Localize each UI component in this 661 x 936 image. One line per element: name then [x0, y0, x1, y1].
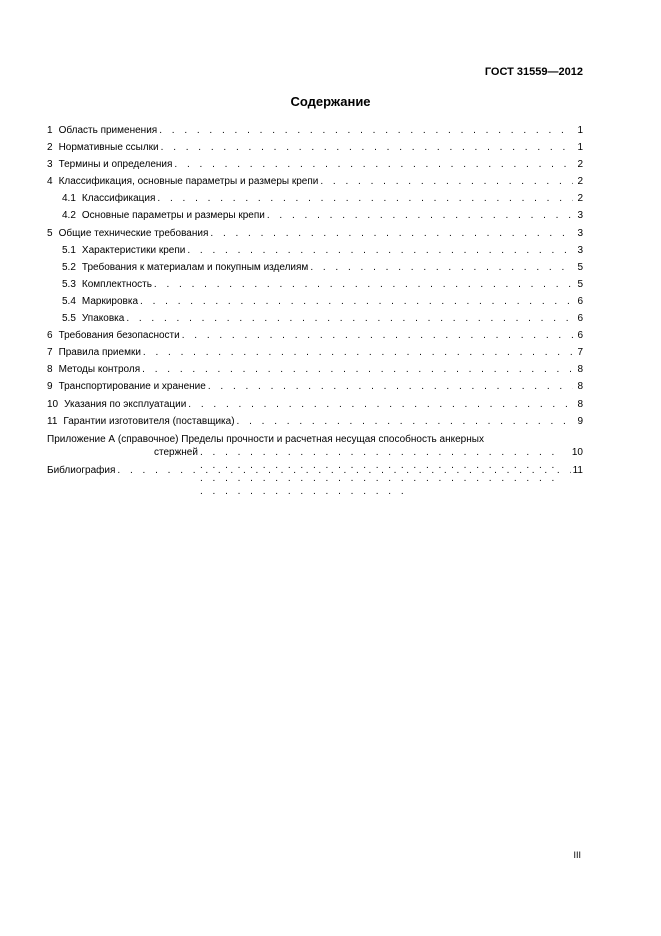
dot-leader — [117, 464, 570, 478]
toc-entry[interactable] — [47, 124, 583, 141]
toc-entry-page: 3 — [577, 210, 583, 222]
toc-entry-page: 3 — [577, 244, 583, 256]
toc-entry[interactable] — [47, 227, 583, 244]
page-title: Содержание — [290, 94, 371, 109]
toc-entry-label: Упаковка — [81, 313, 125, 325]
toc-entry[interactable] — [47, 380, 583, 397]
toc-entry-page: 2 — [577, 176, 583, 188]
toc-entry-number: 4 — [47, 176, 53, 188]
toc-entry-page: 7 — [577, 347, 583, 359]
toc-entry-label: Термины и определения — [58, 159, 173, 171]
toc-entry-label: Методы контроля — [58, 364, 141, 376]
toc-entry-label: Область применения — [58, 125, 158, 136]
toc-entry[interactable] — [47, 363, 583, 380]
toc-entry-page: 5 — [577, 278, 583, 290]
toc-entry-number: 7 — [47, 347, 53, 359]
toc-entry[interactable] — [47, 295, 583, 312]
toc-entry-label: Транспортирование и хранение — [58, 381, 206, 393]
toc-entry-page: 9 — [577, 415, 583, 427]
toc-entry-page: 2 — [577, 193, 583, 205]
toc-entry-label: Правила приемки — [58, 347, 141, 359]
toc-entry[interactable] — [47, 209, 583, 226]
toc-entry-label: Указания по эксплуатации — [64, 398, 187, 410]
toc-entry-label: Основные параметры и размеры крепи — [81, 210, 265, 222]
toc-entry-number: 10 — [47, 398, 59, 410]
dot-leader — [161, 141, 573, 155]
toc-entry-number: 5.1 — [62, 244, 76, 256]
dot-leader — [126, 312, 573, 326]
toc-entry-page: 8 — [577, 398, 583, 410]
dot-leader — [143, 346, 573, 360]
toc-entry-label: Требования безопасности — [58, 330, 180, 342]
toc-entry-number: 11 — [47, 415, 58, 427]
toc-entry-page: 6 — [577, 313, 583, 325]
toc-entry-label: Классификация — [81, 193, 156, 205]
dot-leader — [188, 398, 573, 412]
toc-entry-label: Маркировка — [81, 295, 139, 307]
dot-leader — [320, 175, 573, 189]
toc-entry[interactable] — [47, 175, 583, 192]
toc-entry-number: 9 — [47, 381, 53, 393]
toc-entry-number: 5.3 — [62, 278, 76, 290]
toc-entry-page: 5 — [577, 261, 583, 273]
dot-leader — [267, 209, 573, 223]
appendix-title-line2: стержней — [154, 446, 198, 458]
toc-entry-page: 10 — [571, 446, 583, 458]
dot-leader — [140, 295, 573, 309]
toc-entry[interactable] — [47, 346, 583, 363]
toc-entry-page: 1 — [577, 142, 583, 154]
toc-entry-number: 5 — [47, 227, 53, 239]
toc-entry[interactable] — [47, 158, 583, 175]
toc-entry-number: 1 — [47, 125, 53, 136]
toc-entry-page: 8 — [577, 364, 583, 376]
toc-entry[interactable] — [47, 398, 583, 415]
toc-entry-number: 4.2 — [62, 210, 76, 222]
toc-entry-label: Гарантии изготовителя (поставщика) — [63, 415, 235, 427]
toc-entry[interactable] — [47, 278, 583, 295]
toc-entry-page: 1 — [577, 125, 583, 136]
toc-entry-number: 6 — [47, 330, 53, 342]
toc-entry-page: 6 — [577, 295, 583, 307]
dot-leader — [187, 244, 573, 258]
toc-entry-number: 3 — [47, 159, 53, 171]
toc-entry-label: Требования к материалам и покупным изделиям — [81, 261, 309, 273]
dot-leader — [237, 415, 573, 429]
dot-leader — [142, 363, 573, 377]
toc-entry[interactable] — [47, 312, 583, 329]
toc-entry-label: Нормативные ссылки — [58, 142, 159, 154]
toc-entry-page: 2 — [577, 159, 583, 171]
toc-entry-number: 5.2 — [62, 261, 76, 273]
toc-entry-number: 2 — [47, 142, 53, 154]
toc-entry-label: Общие технические требования — [58, 227, 209, 239]
toc-entry-label: Комплектность — [81, 278, 152, 290]
page-number: III — [573, 850, 581, 860]
dot-leader — [157, 192, 573, 206]
dot-leader — [208, 380, 573, 394]
toc-entry-page: 6 — [577, 330, 583, 342]
toc-entry[interactable] — [47, 141, 583, 158]
toc-entry-label: Классификация, основные параметры и размеры крепи — [58, 176, 319, 188]
toc-entry-page: 11 — [572, 464, 583, 476]
dot-leader — [154, 278, 573, 292]
toc-entry[interactable] — [47, 192, 583, 209]
document-code: ГОСТ 31559—2012 — [484, 66, 583, 78]
toc-entry[interactable] — [47, 244, 583, 261]
toc-entry-number: 5.5 — [62, 313, 76, 325]
toc-entry[interactable] — [47, 329, 583, 346]
dot-leader — [210, 227, 573, 241]
toc-entry[interactable] — [47, 415, 583, 432]
toc-entry-number: 5.4 — [62, 295, 76, 307]
appendix-title-line1: Приложение А (справочное) Пределы прочности и расчетная несущая способность анкерных — [47, 433, 484, 445]
toc-entry-page: 3 — [577, 227, 583, 239]
toc-entry-number: 4.1 — [62, 193, 76, 205]
appendix-title-line2-row — [47, 446, 583, 462]
toc-entry-number: 8 — [47, 364, 53, 376]
dot-leader — [182, 329, 573, 343]
dot-leader — [174, 158, 573, 172]
table-of-contents — [47, 124, 583, 481]
toc-entry-page: 8 — [577, 381, 583, 393]
toc-entry-label: Характеристики крепи — [81, 244, 186, 256]
bibliography-label: Библиография — [47, 464, 116, 476]
dot-leader — [159, 124, 573, 138]
toc-entry-appendix[interactable] — [47, 433, 583, 462]
dot-leader — [310, 261, 573, 275]
toc-entry[interactable] — [47, 261, 583, 278]
